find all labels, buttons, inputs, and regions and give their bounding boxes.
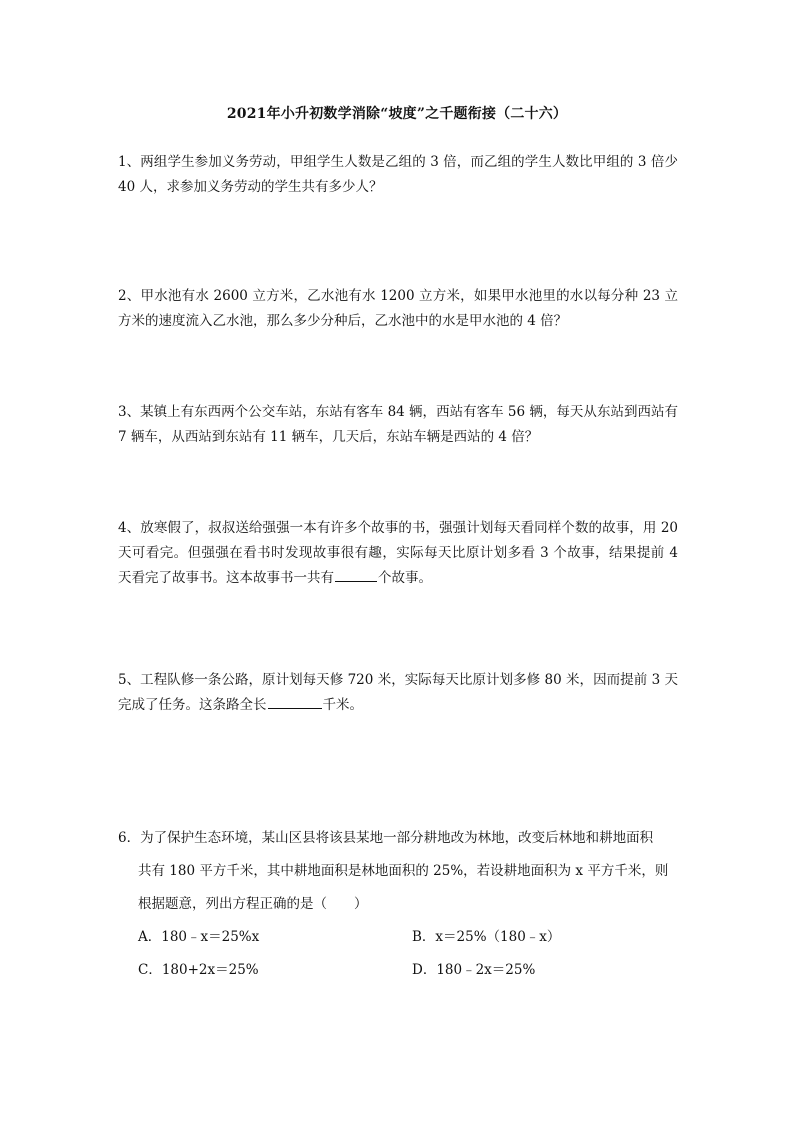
answer-blank (335, 567, 377, 582)
question-1: 1、两组学生参加义务劳动，甲组学生人数是乙组的 3 倍，而乙组的学生人数比甲组的 3 倍少 40 人，求参加义务劳动的学生共有多少人？ (118, 154, 678, 195)
question-6 (118, 822, 688, 987)
choices-row (118, 921, 688, 954)
choice-d: D．180﹣2x＝25% (412, 962, 536, 978)
question-6-line: 6．为了保护生态环境，某山区县将该县某地一部分耕地改为林地，改变后林地和耕地面积 (118, 830, 654, 846)
choice-c: C．180+2x＝25% (138, 962, 259, 978)
question-2: 2、甲水池有水 2600 立方米，乙水池有水 1200 立方米，如果甲水池里的水以每分种 23 立方米的速度流入乙水池，那么多少分种后，乙水池中的水是甲水池的 4 倍？ (118, 288, 678, 329)
answer-blank (268, 694, 322, 709)
choices-row (118, 954, 688, 987)
question-4 (118, 516, 678, 591)
question-3: 3、某镇上有东西两个公交车站，东站有客车 84 辆，西站有客车 56 辆，每天从东站到西站有 7 辆车，从西站到东站有 11 辆车，几天后，东站车辆是西站的 4 倍？ (118, 404, 678, 445)
question-6-line: 根据题意，列出方程正确的是（ ） (138, 896, 368, 912)
choice-b: B．x＝25%（180﹣x） (412, 929, 561, 945)
question-5 (118, 668, 678, 718)
question-6-line: 共有 180 平方千米，其中耕地面积是林地面积的 25%，若设耕地面积为 x 平方千米，则 (138, 863, 669, 879)
question-4-text-end: 个故事。 (378, 570, 432, 586)
choice-a: A．180﹣x＝25%x (138, 929, 260, 945)
question-4-text: 4、放寒假了，叔叔送给强强一本有许多个故事的书，强强计划每天看同样个数的故事，用 20 天可看完。但强强在看书时发现故事很有趣，实际每天比原计划多看 3 个故事，结果提前 4 天看完了故事书。这本故事书一共有 (118, 520, 678, 586)
question-5-text: 5、工程队修一条公路，原计划每天修 720 米，实际每天比原计划多修 80 米，因而提前 3 天完成了任务。这条路全长 (118, 672, 678, 713)
page-title: 2021年小升初数学消除“坡度”之千题衔接（二十六） (226, 106, 568, 122)
question-5-text-end: 千米。 (322, 697, 363, 713)
